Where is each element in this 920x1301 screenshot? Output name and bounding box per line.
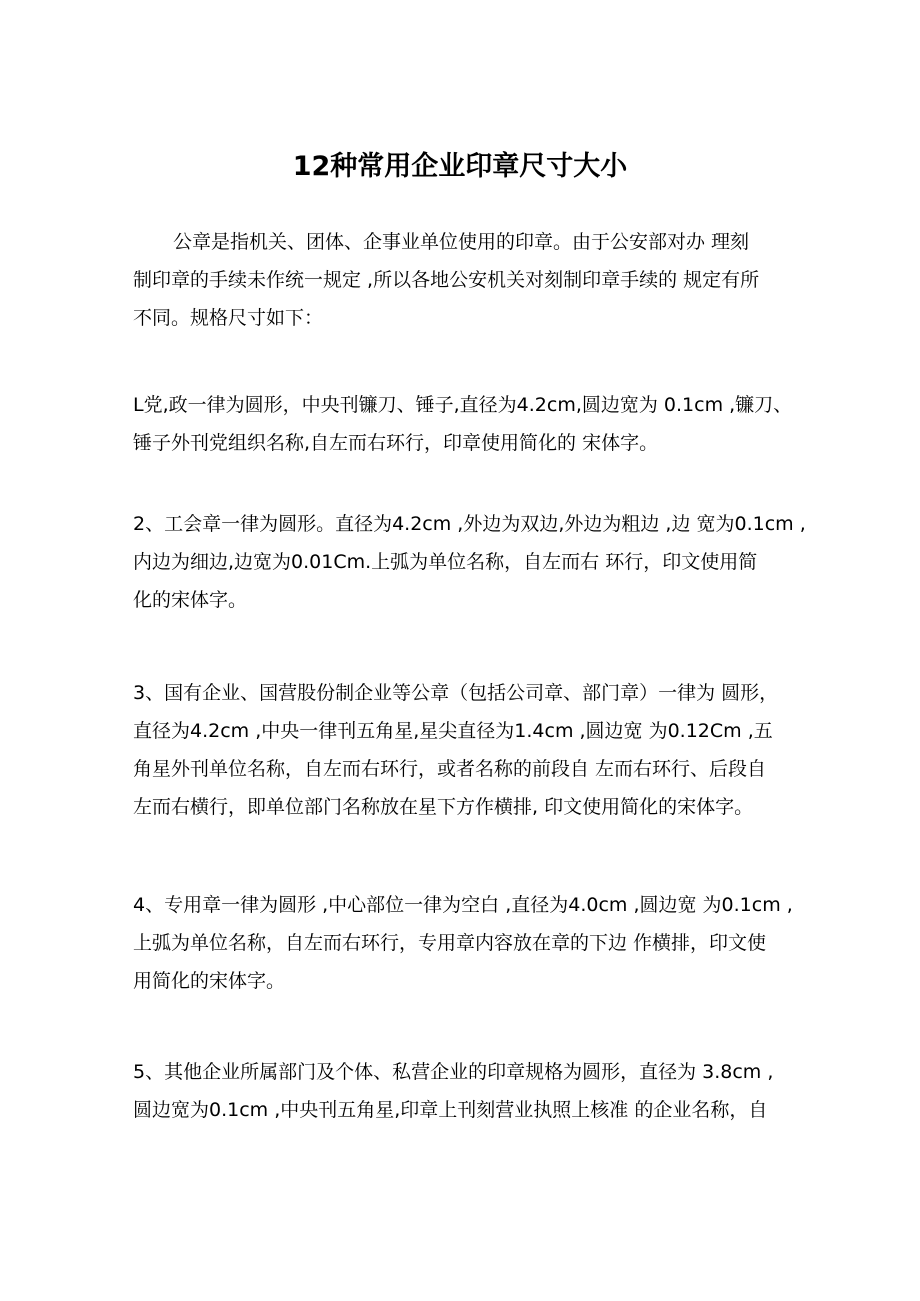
text-line: 3、国有企业、国营股份制企业等公章（包括公司章、部门章）一律为 圆形， (133, 682, 779, 704)
text-line: 锤子外刊党组织名称,自左而右环行，印章使用简化的 宋体字。 (133, 432, 659, 454)
text-line: 上弧为单位名称，自左而右环行，专用章内容放在章的下边 作横排，印文使 (133, 932, 767, 954)
item-2-paragraph (133, 505, 806, 619)
text-line: 化的宋体字。 (133, 589, 248, 611)
item-5-paragraph (133, 1053, 803, 1129)
text-line: 左而右横行，即单位部门名称放在星下方作横排, 印文使用简化的宋体字。 (133, 796, 754, 818)
text-line: 4、专用章一律为圆形 ,中心部位一律为空白 ,直径为4.0cm ,圆边宽 为0.1cm , (133, 894, 793, 916)
item-4-paragraph (133, 886, 803, 1000)
text-line: 直径为4.2cm ,中央一律刊五角星,星尖直径为1.4cm ,圆边宽 为0.12Cm ,五 (133, 720, 773, 742)
text-line: 公章是指机关、团体、企事业单位使用的印章。由于公安部对办 理刻 (173, 231, 750, 253)
text-line: 用简化的宋体字。 (133, 970, 286, 992)
text-line: 圆边宽为0.1cm ,中央刊五角星,印章上刊刻营业执照上核准 的企业名称，自 (133, 1099, 768, 1121)
item-1-paragraph (133, 386, 803, 462)
intro-paragraph (133, 223, 803, 337)
item-3-paragraph (133, 674, 803, 826)
text-line: 制印章的手续未作统一规定 ,所以各地公安机关对刻制印章手续的 规定有所 (133, 269, 760, 291)
text-line: 不同。规格尺寸如下： (133, 307, 324, 329)
text-line: 5、其他企业所属部门及个体、私营企业的印章规格为圆形，直径为 3.8cm , (133, 1061, 774, 1083)
text-line: 角星外刊单位名称，自左而右环行，或者名称的前段自 左而右环行、后段自 (133, 758, 767, 780)
text-line: L党,政一律为圆形，中央刊镰刀、锤子,直径为4.2cm,圆边宽为 0.1cm ,镰刀、 (133, 394, 793, 416)
text-line: 内边为细边,边宽为0.01Cm.上弧为单位名称，自左而右 环行，印文使用简 (133, 551, 758, 573)
document-title: 12种常用企业印章尺寸大小 (292, 151, 628, 182)
text-line: 2、工会章一律为圆形。直径为4.2cm ,外边为双边,外边为粗边 ,边 宽为0.1cm , (133, 513, 806, 535)
